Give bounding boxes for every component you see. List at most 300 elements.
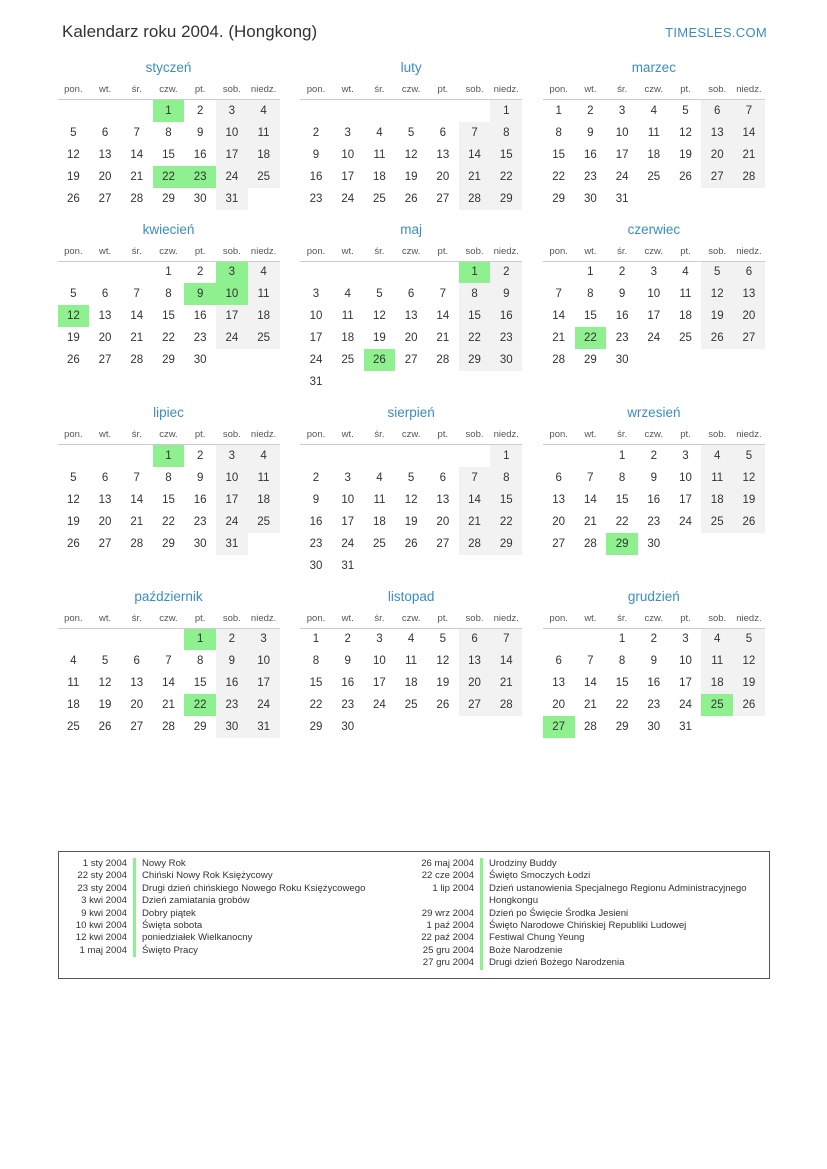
day-cell: 15 bbox=[583, 310, 597, 322]
day-cell: 5 bbox=[70, 126, 77, 139]
day-cell: 3 bbox=[216, 100, 248, 122]
day-cell: 9 bbox=[312, 493, 320, 506]
empty-cell bbox=[248, 188, 280, 210]
empty-cell bbox=[121, 445, 153, 467]
weekday-header: śr. bbox=[606, 244, 638, 262]
empty-cell bbox=[300, 445, 332, 467]
day-cell: 14 bbox=[733, 122, 765, 144]
day-cell: 1 bbox=[618, 633, 626, 646]
day-cell: 28 bbox=[162, 721, 175, 733]
day-cell: 3 bbox=[344, 471, 351, 484]
weekday-header: pt. bbox=[427, 611, 459, 629]
weekday-header: pt. bbox=[184, 82, 216, 100]
day-cell: 14 bbox=[552, 310, 566, 322]
day-cell: 10 bbox=[341, 148, 355, 161]
day-cell: 23 bbox=[490, 327, 522, 349]
week-row bbox=[58, 122, 280, 144]
day-cell: 15 bbox=[193, 677, 207, 689]
week-row bbox=[300, 122, 522, 144]
day-cell: 10 bbox=[679, 471, 692, 484]
day-cell: 2 bbox=[312, 126, 320, 139]
day-cell: 4 bbox=[701, 445, 733, 467]
day-cell: 21 bbox=[459, 511, 491, 533]
month-block bbox=[300, 405, 522, 577]
day-cell-holiday: 26 bbox=[364, 349, 396, 371]
empty-cell bbox=[89, 100, 121, 122]
legend-color-swatch bbox=[480, 945, 483, 957]
empty-cell bbox=[701, 716, 733, 738]
week-row bbox=[543, 533, 765, 555]
day-cell: 26 bbox=[701, 327, 733, 349]
day-cell: 30 bbox=[193, 537, 207, 550]
legend-item bbox=[414, 945, 761, 957]
day-cell: 11 bbox=[701, 467, 733, 489]
month-block bbox=[543, 222, 765, 394]
day-cell: 20 bbox=[733, 305, 765, 327]
legend-item-name: Chiński Nowy Rok Księżycowy bbox=[142, 870, 273, 882]
day-cell: 26 bbox=[66, 537, 80, 550]
day-cell: 12 bbox=[733, 467, 765, 489]
legend-item bbox=[67, 932, 414, 944]
day-cell-holiday: 22 bbox=[184, 694, 216, 716]
day-cell: 1 bbox=[312, 633, 320, 646]
day-cell: 27 bbox=[404, 354, 418, 366]
day-cell: 18 bbox=[341, 332, 355, 344]
day-cell: 5 bbox=[101, 655, 109, 667]
empty-cell bbox=[364, 100, 396, 122]
day-cell: 3 bbox=[248, 628, 280, 650]
day-cell: 15 bbox=[490, 144, 522, 166]
weekday-header: niedz. bbox=[490, 244, 522, 262]
weekday-header: pon. bbox=[543, 244, 575, 262]
empty-cell bbox=[701, 349, 733, 371]
week-row bbox=[300, 467, 522, 489]
day-cell: 21 bbox=[130, 515, 144, 528]
week-row bbox=[543, 694, 765, 716]
day-cell: 30 bbox=[193, 192, 207, 205]
legend-color-swatch bbox=[133, 920, 136, 932]
day-cell: 21 bbox=[583, 699, 597, 711]
day-cell-holiday: 22 bbox=[575, 327, 607, 349]
day-cell: 4 bbox=[376, 126, 383, 139]
day-cell: 10 bbox=[647, 288, 661, 300]
day-cell: 25 bbox=[679, 332, 692, 344]
legend-item-date: 1 maj 2004 bbox=[79, 944, 127, 956]
day-cell: 27 bbox=[459, 694, 491, 716]
weekday-header: pon. bbox=[300, 611, 332, 629]
day-cell: 6 bbox=[439, 471, 447, 484]
day-cell: 17 bbox=[341, 515, 355, 528]
day-cell-holiday: 1 bbox=[153, 445, 185, 467]
day-cell: 15 bbox=[552, 148, 566, 161]
empty-cell bbox=[332, 445, 364, 467]
empty-cell bbox=[58, 445, 90, 467]
empty-cell bbox=[427, 100, 459, 122]
legend-item-name: Święto Pracy bbox=[142, 944, 198, 956]
day-cell: 15 bbox=[162, 310, 175, 322]
empty-cell bbox=[543, 261, 575, 283]
weekday-header: pon. bbox=[58, 611, 90, 629]
day-cell: 26 bbox=[733, 694, 765, 716]
week-row bbox=[300, 305, 522, 327]
week-row bbox=[300, 555, 522, 577]
day-cell: 1 bbox=[555, 104, 562, 117]
empty-cell bbox=[733, 533, 765, 555]
month-name: sierpień bbox=[387, 405, 435, 420]
month-block bbox=[300, 222, 522, 394]
day-cell: 3 bbox=[376, 633, 383, 646]
day-cell: 11 bbox=[373, 493, 386, 506]
weekday-header: czw. bbox=[153, 244, 185, 262]
weekday-header: czw. bbox=[153, 611, 185, 629]
day-cell: 17 bbox=[679, 493, 692, 506]
day-cell: 25 bbox=[248, 327, 280, 349]
month-name: luty bbox=[400, 60, 422, 75]
day-cell: 2 bbox=[196, 266, 204, 279]
day-cell: 12 bbox=[733, 650, 765, 672]
weekday-header: pon. bbox=[543, 611, 575, 629]
day-cell: 2 bbox=[618, 266, 626, 279]
legend-column-right bbox=[414, 858, 761, 970]
week-row bbox=[58, 628, 280, 650]
day-cell: 21 bbox=[490, 672, 522, 694]
week-row bbox=[58, 327, 280, 349]
day-cell: 22 bbox=[309, 699, 323, 711]
weekday-header: sob. bbox=[216, 427, 248, 445]
day-cell: 17 bbox=[615, 148, 629, 161]
day-cell: 22 bbox=[162, 332, 175, 344]
day-cell: 7 bbox=[490, 628, 522, 650]
day-cell: 9 bbox=[196, 471, 204, 484]
weekday-header: pt. bbox=[184, 427, 216, 445]
week-row bbox=[543, 489, 765, 511]
day-cell: 26 bbox=[66, 354, 80, 366]
day-cell: 28 bbox=[583, 537, 597, 550]
day-cell: 29 bbox=[583, 354, 597, 366]
day-cell: 12 bbox=[404, 148, 418, 161]
empty-cell bbox=[89, 445, 121, 467]
day-cell: 27 bbox=[701, 166, 733, 188]
day-cell: 17 bbox=[216, 144, 248, 166]
day-cell: 16 bbox=[193, 493, 207, 506]
day-cell: 9 bbox=[216, 650, 248, 672]
week-row bbox=[543, 261, 765, 283]
weekday-header: śr. bbox=[121, 244, 153, 262]
day-cell: 18 bbox=[373, 170, 386, 183]
months-grid bbox=[58, 60, 770, 738]
week-row bbox=[300, 716, 522, 738]
day-cell: 20 bbox=[459, 672, 491, 694]
weekday-header: wt. bbox=[332, 82, 364, 100]
empty-cell bbox=[575, 628, 607, 650]
weekday-header: czw. bbox=[153, 82, 185, 100]
month-block bbox=[300, 60, 522, 210]
day-cell: 24 bbox=[216, 511, 248, 533]
day-cell: 4 bbox=[70, 655, 77, 667]
day-cell-holiday: 22 bbox=[153, 166, 185, 188]
empty-cell bbox=[638, 349, 670, 371]
day-cell: 14 bbox=[459, 489, 491, 511]
month-name: listopad bbox=[387, 588, 435, 604]
legend-item-name: Dzień po Święcie Środka Jesieni bbox=[489, 907, 629, 919]
legend-item-date: 1 paź 2004 bbox=[426, 920, 474, 932]
day-cell: 3 bbox=[682, 633, 689, 646]
weekday-header: śr. bbox=[364, 611, 396, 629]
legend-item-date: 1 sty 2004 bbox=[82, 858, 127, 869]
week-row bbox=[543, 716, 765, 738]
legend-item bbox=[414, 932, 761, 944]
day-cell: 19 bbox=[373, 332, 386, 344]
empty-cell bbox=[395, 261, 427, 283]
day-cell: 20 bbox=[701, 144, 733, 166]
day-cell: 6 bbox=[555, 655, 562, 667]
day-cell-holiday: 1 bbox=[184, 628, 216, 650]
day-cell: 19 bbox=[733, 672, 765, 694]
weekday-header: czw. bbox=[395, 611, 427, 629]
legend-item bbox=[414, 920, 761, 932]
legend-color-swatch bbox=[133, 883, 136, 895]
week-row bbox=[543, 283, 765, 305]
week-row bbox=[300, 628, 522, 650]
empty-cell bbox=[153, 628, 185, 650]
day-cell: 13 bbox=[98, 148, 112, 161]
site-brand[interactable]: TIMESLES.COM bbox=[665, 25, 767, 40]
day-cell: 24 bbox=[309, 354, 323, 366]
month-table bbox=[543, 611, 765, 739]
legend-item-date: 23 sty 2004 bbox=[77, 882, 127, 894]
day-cell: 4 bbox=[344, 288, 351, 300]
empty-cell bbox=[490, 371, 522, 393]
weekday-header: czw. bbox=[638, 611, 670, 629]
empty-cell bbox=[427, 716, 459, 738]
day-cell: 8 bbox=[196, 655, 204, 667]
weekday-header: wt. bbox=[575, 611, 607, 629]
day-cell: 25 bbox=[647, 170, 661, 183]
day-cell: 21 bbox=[130, 332, 144, 344]
weekday-header: sob. bbox=[216, 611, 248, 629]
empty-cell bbox=[701, 188, 733, 210]
day-cell: 11 bbox=[248, 122, 280, 144]
day-cell: 16 bbox=[647, 493, 661, 506]
weekday-header: pon. bbox=[58, 427, 90, 445]
day-cell: 7 bbox=[133, 288, 140, 300]
week-row bbox=[58, 283, 280, 305]
day-cell: 19 bbox=[98, 699, 112, 711]
day-cell: 12 bbox=[436, 655, 450, 667]
month-name: czerwiec bbox=[627, 221, 681, 237]
day-cell: 22 bbox=[615, 515, 629, 528]
weekday-header: pon. bbox=[58, 82, 90, 100]
day-cell: 15 bbox=[162, 493, 175, 506]
day-cell: 3 bbox=[682, 449, 689, 462]
legend-color-swatch bbox=[480, 957, 483, 969]
day-cell: 5 bbox=[733, 445, 765, 467]
day-cell: 2 bbox=[216, 628, 248, 650]
empty-cell bbox=[364, 555, 396, 577]
empty-cell bbox=[364, 716, 396, 738]
month-name: marzec bbox=[631, 60, 676, 75]
day-cell: 2 bbox=[490, 261, 522, 283]
empty-cell bbox=[543, 628, 575, 650]
week-row bbox=[58, 467, 280, 489]
day-cell: 31 bbox=[341, 559, 355, 572]
day-cell: 9 bbox=[650, 471, 657, 484]
day-cell: 16 bbox=[309, 170, 323, 183]
weekday-header: czw. bbox=[395, 427, 427, 445]
day-cell: 13 bbox=[436, 493, 450, 506]
day-cell: 7 bbox=[459, 122, 491, 144]
day-cell: 17 bbox=[679, 677, 692, 689]
day-cell: 25 bbox=[248, 511, 280, 533]
day-cell: 20 bbox=[552, 515, 566, 528]
day-cell: 11 bbox=[341, 310, 354, 322]
weekday-header: pon. bbox=[300, 82, 332, 100]
day-cell: 14 bbox=[583, 677, 597, 689]
day-cell: 20 bbox=[436, 170, 450, 183]
month-table bbox=[543, 244, 765, 372]
weekday-header: śr. bbox=[606, 611, 638, 629]
day-cell: 14 bbox=[130, 493, 144, 506]
empty-cell bbox=[332, 100, 364, 122]
week-row bbox=[543, 650, 765, 672]
day-cell: 28 bbox=[130, 192, 144, 205]
legend-color-swatch bbox=[133, 895, 136, 907]
day-cell: 20 bbox=[552, 699, 566, 711]
month-name: styczeń bbox=[145, 60, 192, 75]
empty-cell bbox=[121, 100, 153, 122]
week-row bbox=[300, 144, 522, 166]
day-cell: 17 bbox=[309, 332, 323, 344]
day-cell: 13 bbox=[459, 650, 491, 672]
weekday-header: czw. bbox=[395, 244, 427, 262]
day-cell: 21 bbox=[162, 699, 175, 711]
day-cell: 14 bbox=[459, 144, 491, 166]
day-cell: 12 bbox=[373, 310, 386, 322]
day-cell: 9 bbox=[650, 655, 657, 667]
day-cell: 27 bbox=[98, 537, 112, 550]
week-row bbox=[543, 166, 765, 188]
week-row bbox=[58, 489, 280, 511]
weekday-header: sob. bbox=[459, 82, 491, 100]
day-cell: 23 bbox=[647, 515, 661, 528]
month-table bbox=[543, 82, 765, 210]
day-cell: 7 bbox=[587, 655, 594, 667]
weekday-header: sob. bbox=[701, 82, 733, 100]
week-row bbox=[300, 445, 522, 467]
day-cell: 6 bbox=[101, 126, 109, 139]
empty-cell bbox=[427, 445, 459, 467]
day-cell: 1 bbox=[165, 266, 172, 279]
day-cell: 17 bbox=[216, 305, 248, 327]
day-cell: 7 bbox=[439, 288, 447, 300]
day-cell: 12 bbox=[404, 493, 418, 506]
day-cell: 23 bbox=[193, 332, 207, 344]
week-row bbox=[58, 261, 280, 283]
day-cell: 21 bbox=[583, 515, 597, 528]
week-row bbox=[58, 305, 280, 327]
weekday-header: pon. bbox=[300, 244, 332, 262]
day-cell-holiday: 9 bbox=[184, 283, 216, 305]
week-row bbox=[300, 371, 522, 393]
empty-cell bbox=[248, 533, 280, 555]
legend-item-name: Dzień ustanowienia Specjalnego Regionu Administracyjnego Hongkongu bbox=[489, 882, 747, 907]
legend-item bbox=[67, 870, 414, 882]
empty-cell bbox=[58, 628, 90, 650]
week-row bbox=[543, 100, 765, 122]
week-row bbox=[58, 349, 280, 371]
day-cell: 26 bbox=[436, 699, 450, 711]
empty-cell bbox=[300, 100, 332, 122]
legend-color-swatch bbox=[133, 932, 136, 944]
day-cell: 11 bbox=[405, 655, 418, 667]
day-cell: 28 bbox=[552, 354, 566, 366]
legend-item-date: 3 kwi 2004 bbox=[81, 895, 127, 907]
legend-item-date: 25 gru 2004 bbox=[422, 944, 474, 956]
legend-item-name: Święta sobota bbox=[142, 920, 203, 932]
day-cell: 7 bbox=[133, 126, 140, 139]
day-cell: 19 bbox=[404, 170, 418, 183]
day-cell: 12 bbox=[66, 493, 80, 506]
day-cell: 8 bbox=[490, 122, 522, 144]
legend-item bbox=[67, 858, 414, 870]
month-block bbox=[58, 60, 280, 210]
day-cell: 17 bbox=[216, 489, 248, 511]
day-cell: 14 bbox=[583, 493, 597, 506]
weekday-header: wt. bbox=[89, 244, 121, 262]
legend-item bbox=[67, 908, 414, 920]
week-row bbox=[543, 144, 765, 166]
weekday-header: pt. bbox=[670, 427, 702, 445]
day-cell: 21 bbox=[459, 166, 491, 188]
day-cell: 18 bbox=[66, 699, 80, 711]
day-cell: 13 bbox=[701, 122, 733, 144]
day-cell-holiday: 3 bbox=[216, 261, 248, 283]
day-cell: 7 bbox=[733, 100, 765, 122]
week-row bbox=[543, 305, 765, 327]
day-cell: 11 bbox=[248, 467, 280, 489]
day-cell: 11 bbox=[647, 126, 660, 139]
day-cell: 19 bbox=[436, 677, 450, 689]
day-cell: 5 bbox=[70, 288, 77, 300]
day-cell: 14 bbox=[130, 148, 144, 161]
day-cell: 24 bbox=[647, 332, 661, 344]
empty-cell bbox=[427, 371, 459, 393]
day-cell: 21 bbox=[130, 170, 144, 183]
day-cell: 19 bbox=[733, 489, 765, 511]
empty-cell bbox=[89, 261, 121, 283]
weekday-header: czw. bbox=[638, 244, 670, 262]
legend-color-swatch bbox=[133, 908, 136, 920]
day-cell: 4 bbox=[682, 266, 689, 279]
empty-cell bbox=[395, 371, 427, 393]
weekday-header: śr. bbox=[121, 427, 153, 445]
day-cell: 16 bbox=[615, 310, 629, 322]
day-cell: 17 bbox=[248, 672, 280, 694]
day-cell: 12 bbox=[679, 126, 692, 139]
month-table bbox=[58, 82, 280, 210]
day-cell: 15 bbox=[309, 677, 323, 689]
day-cell: 4 bbox=[701, 628, 733, 650]
day-cell: 30 bbox=[216, 716, 248, 738]
day-cell: 4 bbox=[248, 100, 280, 122]
weekday-header: sob. bbox=[459, 244, 491, 262]
day-cell: 16 bbox=[309, 515, 323, 528]
day-cell: 31 bbox=[216, 533, 248, 555]
weekday-header: niedz. bbox=[733, 427, 765, 445]
weekday-header: czw. bbox=[395, 82, 427, 100]
week-row bbox=[58, 100, 280, 122]
month-name: październik bbox=[134, 588, 203, 604]
